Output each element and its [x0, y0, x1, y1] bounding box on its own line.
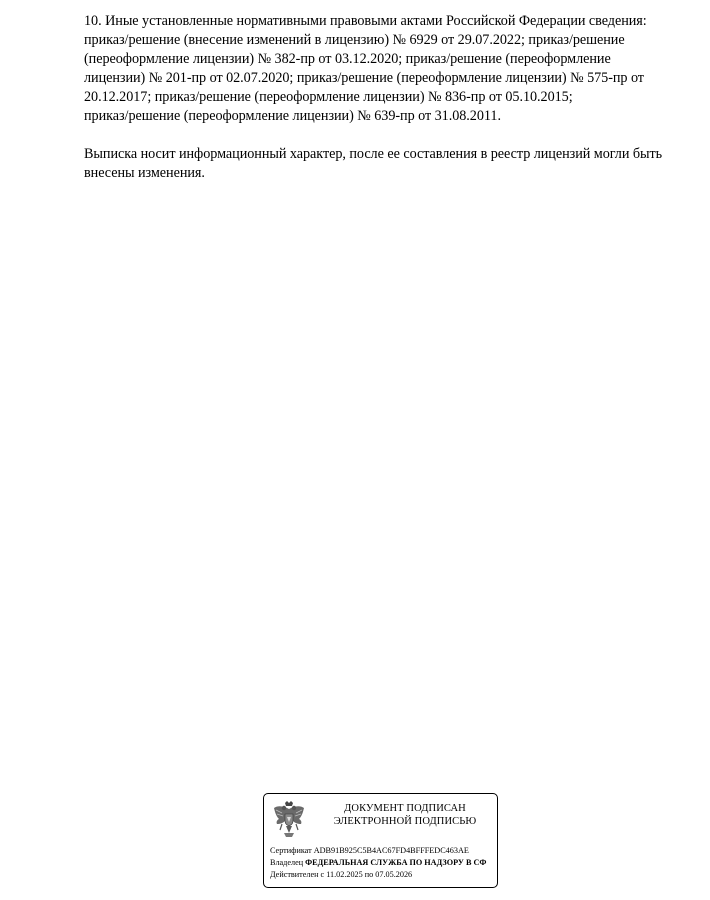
stamp-heading [320, 802, 490, 828]
document-body [84, 12, 684, 183]
paragraph-disclaimer: Выписка носит информационный характер, после ее составления в реестр лицензий могли быть внесены изменения. [84, 146, 663, 181]
validity-line: Действителен с 11.02.2025 по 07.05.2026 [270, 870, 413, 879]
certificate-label: Сертификат [270, 846, 312, 855]
certificate-line [270, 846, 469, 856]
owner-value: ФЕДЕРАЛЬНАЯ СЛУЖБА ПО НАДЗОРУ В СФ [305, 858, 487, 867]
stamp-heading-line2: ЭЛЕКТРОННОЙ ПОДПИСЬЮ [333, 816, 477, 827]
coat-of-arms-icon [272, 800, 306, 840]
stamp-heading-line1: ДОКУМЕНТ ПОДПИСАН [344, 803, 466, 814]
electronic-signature-stamp [263, 793, 498, 888]
owner-line [270, 858, 486, 868]
certificate-value: ADB91B925C5B4AC67FD4BFFFEDC463AE [313, 846, 469, 855]
owner-label: Владелец [270, 858, 304, 867]
paragraph-other-information: 10. Иные установленные нормативными правовыми актами Российской Федерации сведения: приказ/решение (внесение изменений в лицензию) № 6929 от 29.07.2022; приказ/решение (переоформление лицензии) № 382-пр от 03.12.2020; приказ/решение (переоформление лицензии) № 201-пр от 02.07.2020; приказ/решение (переоформление лицензии) № 575-пр от 20.12.2017; приказ/решение (переоформление лицензии) № 836-пр от 05.10.2015; приказ/решение (переоформление лицензии) № 639-пр от 31.08.2011. [84, 13, 647, 124]
